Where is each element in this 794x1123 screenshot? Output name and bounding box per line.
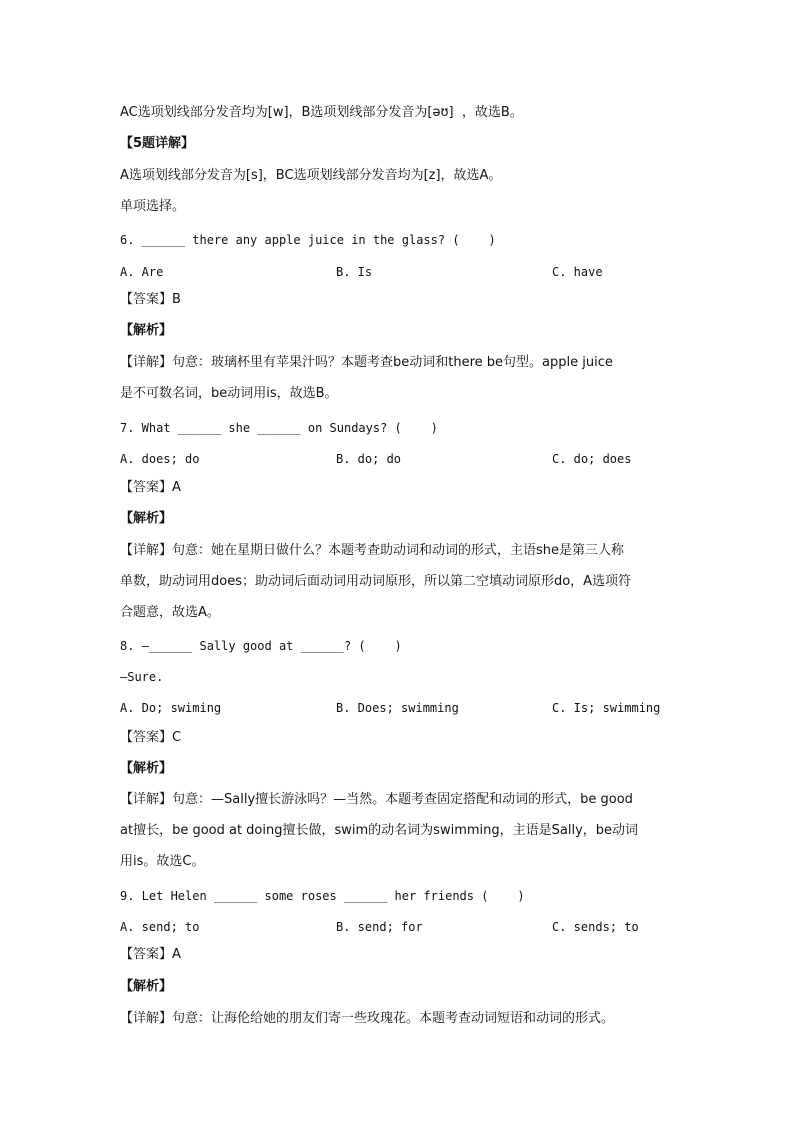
q9-answer: 【答案】A <box>120 947 181 962</box>
q8-option-b: B. Does; swimming <box>336 701 459 715</box>
q7-detail-2: 单数，助动词用does；助动词后面动词用动词原形，所以第二空填动词原形do，A选项符 <box>120 574 632 589</box>
q8-answer: 【答案】C <box>120 730 182 745</box>
q7-detail-1: 【详解】句意：她在星期日做什么？本题考查助动词和动词的形式，主语she是第三人称 <box>120 543 625 558</box>
q9-option-c: C. sends; to <box>552 920 639 934</box>
q7-option-b: B. do; do <box>336 452 402 466</box>
q8-detail-1: 【详解】句意：—Sally擅长游泳吗？—当然。本题考查固定搭配和动词的形式，be good <box>120 792 633 807</box>
question-6: 6. ______ there any apple juice in the glass? ( ) <box>120 233 496 247</box>
q6-option-a: A. Are <box>120 265 164 279</box>
text-line: 单项选择。 <box>120 199 186 214</box>
q7-answer: 【答案】A <box>120 480 181 495</box>
q7-option-a: A. does; do <box>120 452 200 466</box>
q6-answer: 【答案】B <box>120 292 181 307</box>
q6-option-c: C. have <box>552 265 603 279</box>
section-heading: 【5题详解】 <box>120 136 195 151</box>
question-7: 7. What ______ she ______ on Sundays? ( ) <box>120 421 438 435</box>
q9-option-b: B. send; for <box>336 920 423 934</box>
text-line: A选项划线部分发音为[s]，BC选项划线部分发音均为[z]，故选A。 <box>120 168 502 183</box>
q6-detail-1: 【详解】句意：玻璃杯里有苹果汁吗？本题考查be动词和there be句型。apple juice <box>120 355 613 370</box>
q8-option-c: C. Is; swimming <box>552 701 661 715</box>
q8-detail-2: at擅长，be good at doing擅长做，swim的动名词为swimming，主语是Sally，be动词 <box>120 823 639 838</box>
q8-response: —Sure. <box>120 670 164 684</box>
q8-option-a: A. Do; swiming <box>120 701 222 715</box>
q6-detail-2: 是不可数名词，be动词用is，故选B。 <box>120 386 338 401</box>
q7-detail-3: 合题意，故选A。 <box>120 605 220 620</box>
q9-detail-1: 【详解】句意：让海伦给她的朋友们寄一些玫瑰花。本题考查动词短语和动词的形式。 <box>120 1011 615 1026</box>
q7-option-c: C. do; does <box>552 452 632 466</box>
q6-analysis-label: 【解析】 <box>120 323 173 338</box>
q8-analysis-label: 【解析】 <box>120 761 173 776</box>
q7-analysis-label: 【解析】 <box>120 511 173 526</box>
question-9: 9. Let Helen ______ some roses ______ her friends ( ) <box>120 889 525 903</box>
q9-option-a: A. send; to <box>120 920 200 934</box>
q6-option-b: B. Is <box>336 265 373 279</box>
q9-analysis-label: 【解析】 <box>120 979 173 994</box>
question-8: 8. —______ Sally good at ______? ( ) <box>120 639 402 653</box>
text-line: AC选项划线部分发音均为[w]，B选项划线部分发音为[əʊ] ，故选B。 <box>120 105 523 120</box>
q8-detail-3: 用is。故选C。 <box>120 854 205 869</box>
